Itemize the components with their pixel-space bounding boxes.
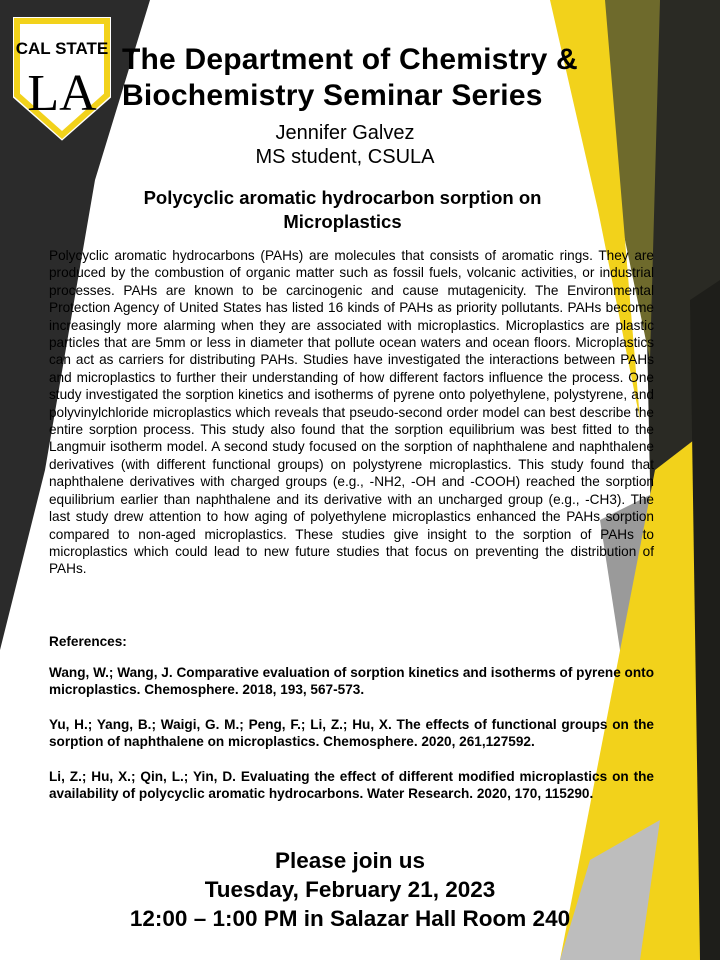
cal-state-la-logo: [6, 10, 118, 148]
event-details: [60, 846, 640, 933]
logo-text-cal-state: CAL STATE: [15, 39, 109, 58]
logo-text-la: LA: [27, 65, 97, 122]
event-date: Tuesday, February 21, 2023: [204, 877, 496, 902]
references-list: [49, 664, 654, 819]
reference-item: Yu, H.; Yang, B.; Waigi, G. M.; Peng, F.; Li, Z.; Hu, X. The effects of functional groups on the sorption of naphthalene on microplastics. Chemosphere. 2020, 261,127592.: [49, 716, 654, 750]
speaker-block: [210, 121, 480, 169]
references-heading: References:: [49, 634, 127, 649]
speaker-affiliation: MS student, CSULA: [255, 146, 435, 168]
title-line-1: The Department of Chemistry &: [122, 43, 578, 76]
speaker-name: Jennifer Galvez: [275, 122, 415, 144]
event-time-location: 12:00 – 1:00 PM in Salazar Hall Room 240: [129, 906, 571, 931]
talk-title: [95, 186, 590, 234]
talk-title-line-2: Microplastics: [283, 211, 402, 232]
title-line-2: Biochemistry Seminar Series: [122, 79, 543, 112]
seminar-series-title: [122, 42, 682, 114]
talk-title-line-1: Polycyclic aromatic hydrocarbon sorption on: [143, 187, 542, 208]
reference-item: Li, Z.; Hu, X.; Qin, L.; Yin, D. Evaluating the effect of different modified microplastics on the availability of polycyclic aromatic hydrocarbons. Water Research. 2020, 170, 115290.: [49, 768, 654, 802]
abstract-text: Polycyclic aromatic hydrocarbons (PAHs) are molecules that consists of aromatic rings. They are produced by the combustion of organic matter such as fossil fuels, volcanic activities, or industrial processes. PAHs are known to be carcinogenic and cause mutagenicity. The Environmental Protection Agency of United States has listed 16 kinds of PAHs as priority pollutants. PAHs become increasingly more alarming when they are associated with microplastics. Microplastics are plastic particles that are 5mm or less in diameter that pollute ocean waters and ocean floors. Microplastics can act as carriers for distributing PAHs. Studies have investigated the interactions between PAHs and microplastics to further their understanding of how different factors influence the process. One study investigated the sorption kinetics and isotherms of pyrene onto polyethylene, polystyrene, and polyvinylchloride microplastics which reveals that pseudo-second order model can best describe the entire sorption process. This study also found that the sorption equilibrium was best fitted to the Langmuir isotherm model. A second study focused on the sorption of naphthalene and naphthalene derivatives (with different functional groups) on polystyrene microplastics. This study found that naphthalene derivatives with charged groups (e.g., -NH2, -OH and -COOH) reached the sorption equilibrium earlier than naphthalene and its derivative with an uncharged group (e.g., -CH3). The last study drew attention to how aging of polyethylene microplastics enhanced the PAHs sorption compared to non-aged microplastics. These studies give insight to the sorption of PAHs to microplastics which could lead to new future studies that focus on preventing the distribution of PAHs.: [49, 248, 654, 577]
reference-item: Wang, W.; Wang, J. Comparative evaluation of sorption kinetics and isotherms of pyrene onto microplastics. Chemosphere. 2018, 193, 567-573.: [49, 665, 654, 698]
invite-text: Please join us: [274, 848, 426, 873]
